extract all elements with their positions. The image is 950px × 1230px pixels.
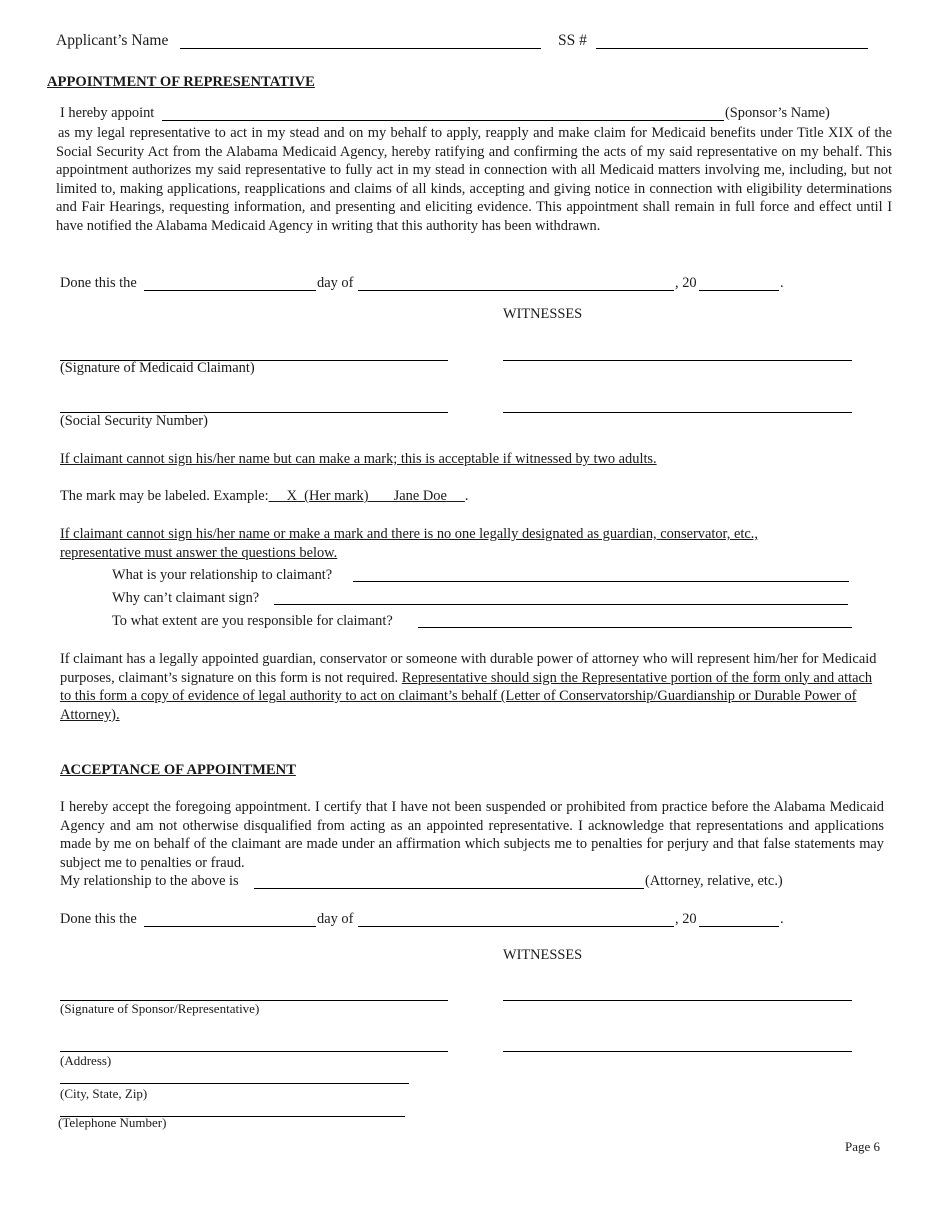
relationship-prefix: My relationship to the above is xyxy=(60,873,239,889)
ss-label: SS # xyxy=(558,32,587,49)
relationship-answer-field[interactable] xyxy=(353,581,849,582)
done-this-label: Done this the xyxy=(60,275,137,291)
mark-example-suffix: . xyxy=(464,488,469,504)
day-field[interactable] xyxy=(144,290,316,291)
period: . xyxy=(780,275,784,291)
sponsor-name-field[interactable] xyxy=(162,120,724,121)
telephone-label: (Telephone Number) xyxy=(58,1115,167,1130)
mark-note: If claimant cannot sign his/her name but can make a mark; this is acceptable if witnessed by two adults. xyxy=(60,451,657,467)
guardian-paragraph xyxy=(60,650,882,724)
responsibility-field[interactable] xyxy=(418,627,852,628)
year-prefix: , 20 xyxy=(675,275,697,291)
ss-field[interactable] xyxy=(596,48,868,49)
appointment-body: as my legal representative to act in my stead and on my behalf to apply, reapply and make claim for Medicaid benefits under Title XIX of the Social Security Act from the Alabama Medicaid Agency, hereby ratifying and confirming the acts of my said representative on my behalf. This appointment authorizes my said representative to fully act in my stead in connection with all Medicaid matters involving me, including, but not limited to, making applications, reapplications and claims of all kinds, accepting and giving notice in connection with eligibility determinations and Fair Hearings, requesting information, and presenting and eliciting evidence. This appointment shall remain in full force and effect until I have notified the Alabama Medicaid Agency in writing that this authority has been withdrawn. xyxy=(56,125,892,234)
question-relationship: What is your relationship to claimant? xyxy=(112,567,333,583)
appoint-prefix: I hereby appoint xyxy=(60,105,155,121)
address-field[interactable] xyxy=(60,1051,448,1052)
appointment-heading: APPOINTMENT OF REPRESENTATIVE xyxy=(47,74,315,90)
witness-3-field[interactable] xyxy=(503,1000,852,1001)
page-number: Page 6 xyxy=(845,1139,881,1154)
city-state-zip-label: (City, State, Zip) xyxy=(60,1086,148,1101)
city-state-zip-field[interactable] xyxy=(60,1083,409,1084)
applicant-name-field[interactable] xyxy=(180,48,541,49)
year-field[interactable] xyxy=(699,290,779,291)
no-mark-note: If claimant cannot sign his/her name or make a mark and there is no one legally designated as guardian, conservator, etc., representative must answer the questions below. xyxy=(60,526,758,561)
question-why-cant-sign: Why can’t claimant sign? xyxy=(112,590,260,606)
sponsor-signature-label: (Signature of Sponsor/Representative) xyxy=(60,1001,260,1016)
mark-example-value xyxy=(269,488,465,504)
representative-relationship-field[interactable] xyxy=(254,888,644,889)
day-field-2[interactable] xyxy=(144,926,316,927)
witnesses-label-2: WITNESSES xyxy=(503,947,583,963)
witness-2-field[interactable] xyxy=(503,412,852,413)
month-field[interactable] xyxy=(358,290,674,291)
witness-4-field[interactable] xyxy=(503,1051,852,1052)
mark-example-text: X (Her mark) Jane Doe xyxy=(286,488,447,504)
mark-example xyxy=(60,488,468,505)
year-prefix-2: , 20 xyxy=(675,911,697,927)
day-of-label-2: day of xyxy=(317,911,354,927)
acceptance-body: I hereby accept the foregoing appointment. I certify that I have not been suspended or prohibited from practice before the Alabama Medicaid Agency and am not otherwise disqualified from acting as an appointed representative. I acknowledge that representations and applications made by me on behalf of the claimant are made under an affirmation which subjects me to penalties for perjury and that false statements may subject me to penalties or fraud. xyxy=(60,799,884,871)
mark-example-prefix: The mark may be labeled. Example: xyxy=(60,488,269,504)
address-label: (Address) xyxy=(60,1053,112,1068)
guardian-plain-text: If claimant has a legally appointed guardian, conservator or someone with durable power of attorney who will represent him/her for Medicaid purposes, claimant’s signature on this form is not required. xyxy=(60,651,877,686)
ssn-label: (Social Security Number) xyxy=(60,413,208,429)
month-field-2[interactable] xyxy=(358,926,674,927)
witness-1-field[interactable] xyxy=(503,360,852,361)
relationship-suffix: (Attorney, relative, etc.) xyxy=(645,873,783,889)
witnesses-label: WITNESSES xyxy=(503,306,583,322)
day-of-label: day of xyxy=(317,275,354,291)
year-field-2[interactable] xyxy=(699,926,779,927)
why-cant-sign-field[interactable] xyxy=(274,604,848,605)
acceptance-heading: ACCEPTANCE OF APPOINTMENT xyxy=(60,762,296,778)
claimant-signature-label: (Signature of Medicaid Claimant) xyxy=(60,360,255,376)
guardian-underlined-text: Representative should sign the Representative portion of the form only and attach to this form a copy of evidence of legal authority to act on claimant’s behalf (Letter of Conservatorship/Guardianship or Durable Power of Attorney). xyxy=(60,669,873,723)
applicant-name-label: Applicant’s Name xyxy=(56,32,169,49)
period-2: . xyxy=(780,911,784,927)
appoint-suffix: (Sponsor’s Name) xyxy=(725,105,830,121)
done-this-label-2: Done this the xyxy=(60,911,137,927)
question-responsibility: To what extent are you responsible for claimant? xyxy=(112,613,393,629)
